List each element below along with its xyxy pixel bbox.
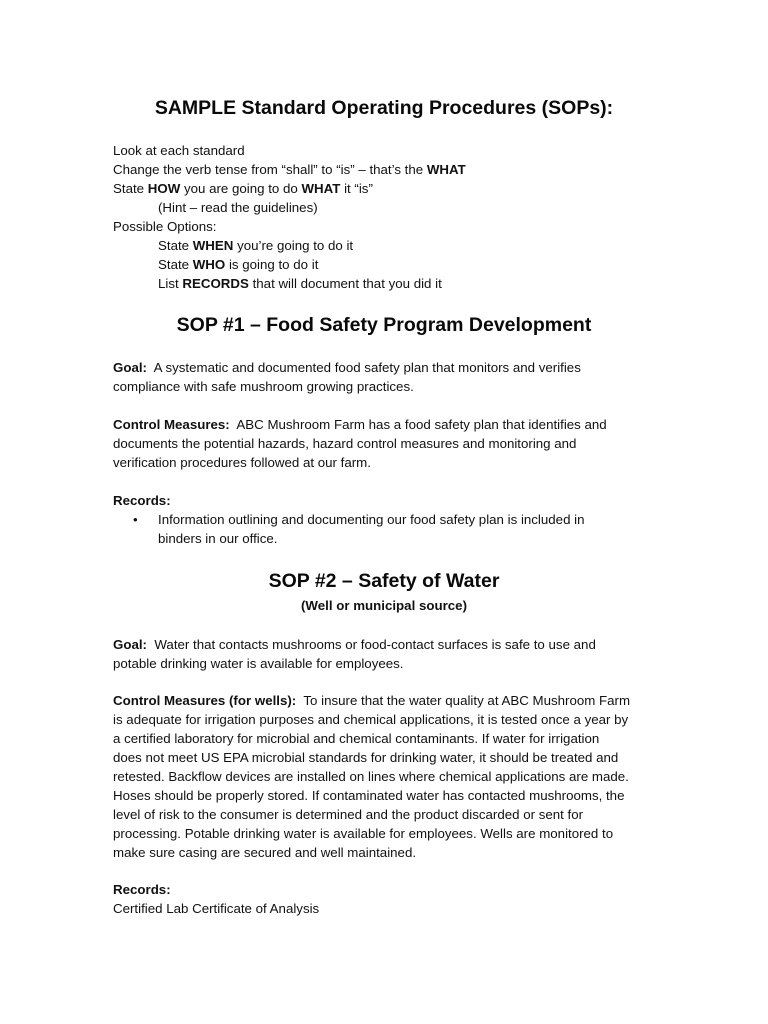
sop1-records xyxy=(113,491,658,548)
records-label: Records: xyxy=(113,493,171,508)
sop2-subtitle: (Well or municipal source) xyxy=(301,598,467,613)
sop2-title: SOP #2 – Safety of Water xyxy=(268,570,500,592)
records-bullet-item: • Information outlining and documenting our food safety plan is included in binders in our office. xyxy=(133,512,585,546)
instruction-line: Change the verb tense from “shall” to “is” – that’s the WHAT xyxy=(113,162,466,177)
sop1-control-measures: Control Measures: ABC Mushroom Farm has a food safety plan that identifies and documents the potential hazards, hazard control measures and monitoring and verification procedures followed at our farm. xyxy=(113,417,607,470)
option-line: List RECORDS that will document that you did it xyxy=(158,276,442,291)
option-line: State WHO is going to do it xyxy=(158,257,319,272)
sop2-control-measures: Control Measures (for wells): To insure that the water quality at ABC Mushroom Farm is adequate for irrigation purposes and chemical applications, it is tested once a year by a certified laboratory for microbial and chemical contaminants. If water for irrigation does not meet US EPA microbial standards for drinking water, it should be treated and retested. Backflow devices are installed on lines where chemical applications are made. Hoses should be properly stored. If contaminated water has contacted mushrooms, the level of risk to the consumer is determined and the product discarded or sent for processing. Potable drinking water is available for employees. Wells are monitored to make sure casing are secured and well maintained. xyxy=(113,693,631,860)
option-line: State WHEN you’re going to do it xyxy=(158,238,354,253)
records-label: Records: xyxy=(113,882,171,897)
instruction-hint: (Hint – read the guidelines) xyxy=(158,200,318,215)
goal-label: Goal: xyxy=(113,637,147,652)
instruction-line: Look at each standard xyxy=(113,143,245,158)
sop1-title: SOP #1 – Food Safety Program Development xyxy=(176,314,592,336)
instruction-line: Possible Options: xyxy=(113,219,217,234)
instruction-line: State HOW you are going to do WHAT it “is” xyxy=(113,181,373,196)
instructions-list xyxy=(113,141,658,293)
page-title: SAMPLE Standard Operating Procedures (SOPs): xyxy=(154,97,614,119)
sop1-goal: Goal: A systematic and documented food safety plan that monitors and verifies compliance with safe mushroom growing practices. xyxy=(113,360,581,394)
sop2-records: Records: Certified Lab Certificate of Analysis xyxy=(113,882,320,916)
control-measures-label: Control Measures (for wells): xyxy=(113,693,297,708)
bullet-icon: • xyxy=(133,512,138,527)
goal-label: Goal: xyxy=(113,360,147,375)
sop2-goal: Goal: Water that contacts mushrooms or food-contact surfaces is safe to use and potable drinking water is available for employees. xyxy=(113,637,596,671)
control-measures-label: Control Measures: xyxy=(113,417,230,432)
